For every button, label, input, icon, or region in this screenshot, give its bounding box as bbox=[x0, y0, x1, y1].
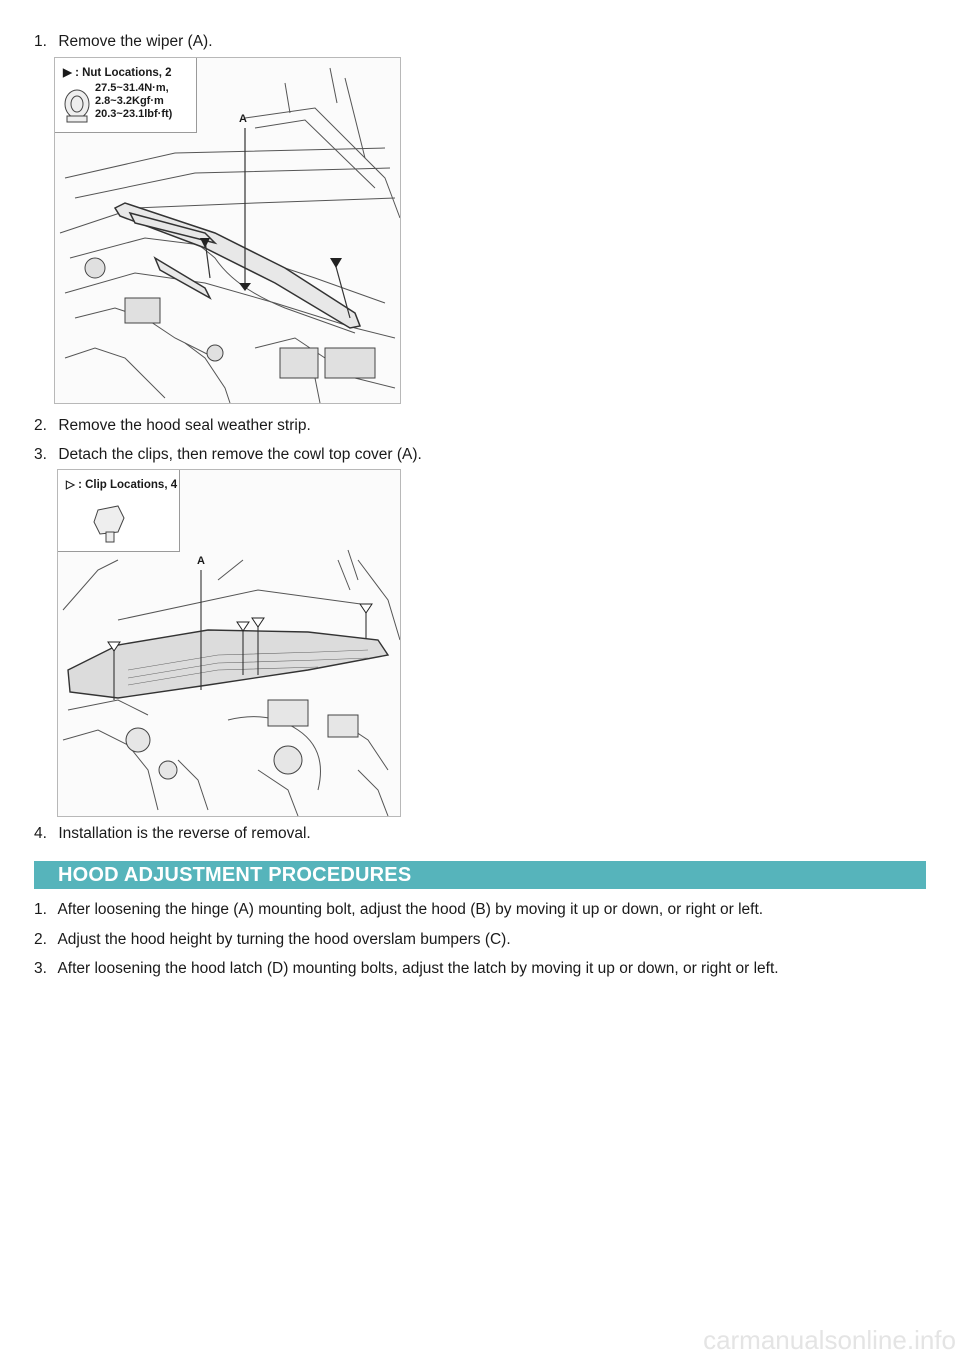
step-text: Remove the wiper (A). bbox=[58, 33, 213, 50]
removal-step-1 bbox=[34, 32, 213, 52]
step-text: Installation is the reverse of removal. bbox=[58, 825, 311, 842]
adjustment-step-1 bbox=[34, 900, 763, 920]
step-text: Adjust the hood height by turning the hood overslam bumpers (C). bbox=[57, 931, 511, 948]
step-text: Remove the hood seal weather strip. bbox=[58, 417, 311, 434]
wiper-figure bbox=[54, 57, 401, 404]
inset-title: ▷ : Clip Locations, 4 bbox=[66, 479, 178, 491]
step-number: 4. bbox=[34, 825, 47, 842]
removal-step-4 bbox=[34, 824, 311, 844]
step-number: 1. bbox=[34, 33, 47, 50]
filled-triangle-icon: ▶ bbox=[63, 67, 72, 79]
step-number: 1. bbox=[34, 901, 47, 918]
inset-title: ▶ : Nut Locations, 2 bbox=[63, 67, 172, 79]
torque-spec-2: 2.8~3.2Kgf·m bbox=[95, 95, 164, 107]
callout-a: A bbox=[197, 555, 205, 567]
outline-triangle-icon: ▷ bbox=[66, 479, 75, 491]
step-number: 3. bbox=[34, 960, 47, 977]
clip-locations-inset bbox=[58, 470, 180, 552]
torque-spec-1: 27.5~31.4N·m, bbox=[95, 82, 169, 94]
section-header bbox=[34, 861, 926, 889]
step-number: 3. bbox=[34, 446, 47, 463]
step-text: After loosening the hinge (A) mounting bolt, adjust the hood (B) by moving it up or down, or right or left. bbox=[57, 901, 764, 918]
step-text: After loosening the hood latch (D) mounting bolts, adjust the latch by moving it up or down, or right or left. bbox=[57, 960, 779, 977]
callout-a: A bbox=[239, 113, 247, 125]
step-number: 2. bbox=[34, 931, 47, 948]
nut-icon bbox=[59, 80, 99, 130]
torque-spec-3: 20.3~23.1lbf·ft) bbox=[95, 108, 173, 120]
adjustment-step-3 bbox=[34, 959, 779, 979]
nut-locations-inset bbox=[55, 58, 197, 133]
removal-step-2 bbox=[34, 416, 311, 436]
watermark: carmanualsonline.info bbox=[703, 1325, 956, 1355]
section-title: HOOD ADJUSTMENT PROCEDURES bbox=[58, 864, 412, 886]
adjustment-step-2 bbox=[34, 930, 511, 950]
step-text: Detach the clips, then remove the cowl top cover (A). bbox=[58, 446, 422, 463]
removal-step-3 bbox=[34, 445, 422, 465]
cowl-cover-figure bbox=[57, 469, 401, 817]
clip-icon bbox=[88, 498, 138, 548]
step-number: 2. bbox=[34, 417, 47, 434]
